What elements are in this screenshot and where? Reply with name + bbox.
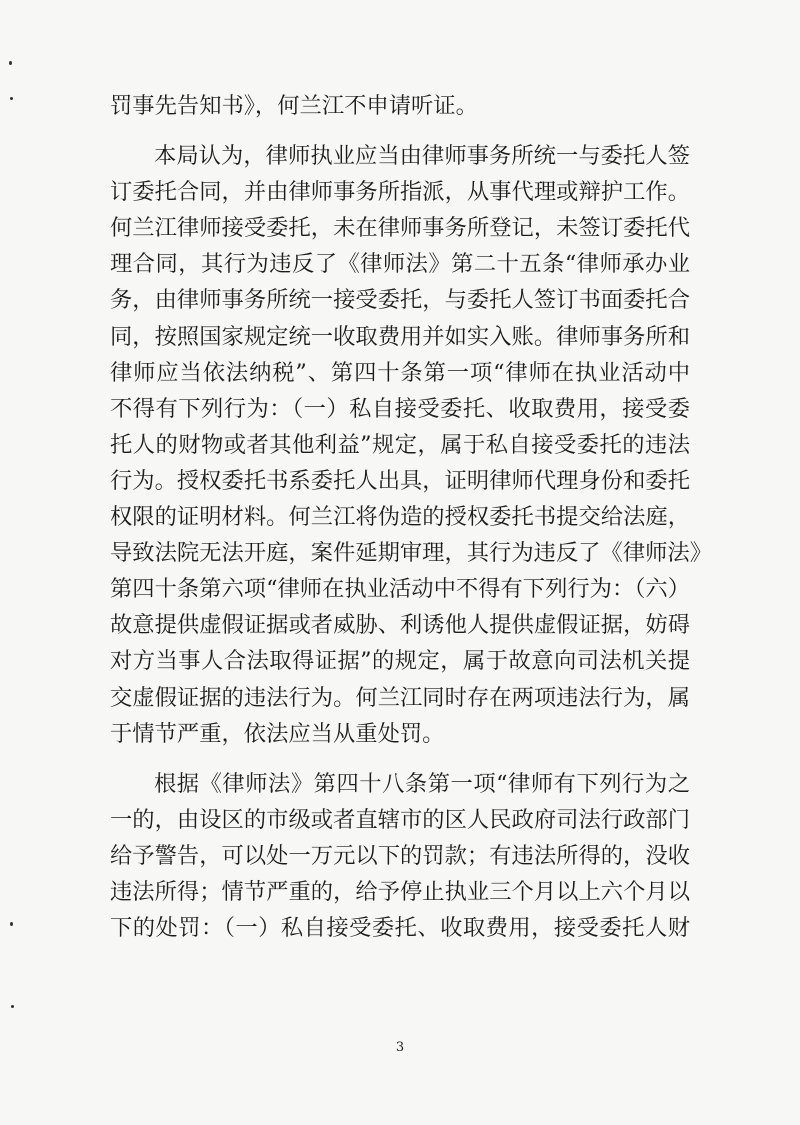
text-line: 何兰江律师接受委托，未在律师事务所登记，未签订委托代 bbox=[110, 215, 690, 242]
scan-speck bbox=[11, 1005, 14, 1008]
paragraph-intro bbox=[110, 88, 690, 124]
text-line: 导致法院无法开庭，案件延期审理，其行为违反了《律师法》 bbox=[110, 540, 713, 567]
text-line: 给予警告，可以处一万元以下的罚款；有违法所得的，没收 bbox=[110, 842, 690, 869]
scan-speck bbox=[10, 922, 13, 926]
text-line: 理合同，其行为违反了《律师法》第二十五条“律师承办业 bbox=[110, 251, 690, 278]
text-line: 不得有下列行为：（一）私自接受委托、收取费用，接受委 bbox=[110, 395, 690, 422]
text-line: 于情节严重，依法应当从重处罚。 bbox=[110, 720, 445, 747]
text-line: 对方当事人合法取得证据”的规定，属于故意向司法机关提 bbox=[110, 648, 690, 675]
scan-speck bbox=[10, 97, 13, 100]
text-line: 一的，由设区的市级或者直辖市的区人民政府司法行政部门 bbox=[110, 806, 690, 833]
document-body bbox=[110, 88, 713, 946]
text-line: 务，由律师事务所统一接受委托，与委托人签订书面委托合 bbox=[110, 287, 690, 314]
text-line: 第四十条第六项“律师在执业活动中不得有下列行为：（六） bbox=[110, 576, 690, 603]
text-line: 同，按照国家规定统一收取费用并如实入账。律师事务所和 bbox=[110, 323, 690, 350]
text-line: 订委托合同，并由律师事务所指派，从事代理或辩护工作。 bbox=[110, 179, 690, 206]
paragraph-analysis bbox=[110, 138, 713, 752]
page-number: 3 bbox=[395, 1040, 405, 1055]
paragraph-basis bbox=[110, 766, 690, 946]
text-line: 本局认为，律师执业应当由律师事务所统一与委托人签 bbox=[154, 143, 690, 170]
text-line: 下的处罚：（一）私自接受委托、收取费用，接受委托人财 bbox=[110, 915, 690, 942]
text-line: 根据《律师法》第四十八条第一项“律师有下列行为之 bbox=[154, 770, 690, 797]
text-line: 托人的财物或者其他利益”规定，属于私自接受委托的违法 bbox=[110, 431, 690, 458]
text-line: 律师应当依法纳税”、第四十条第一项“律师在执业活动中 bbox=[110, 359, 690, 386]
text-line: 行为。授权委托书系委托人出具，证明律师代理身份和委托 bbox=[110, 467, 690, 494]
text-line: 罚事先告知书》，何兰江不申请听证。 bbox=[110, 93, 478, 119]
text-line: 权限的证明材料。何兰江将伪造的授权委托书提交给法庭， bbox=[110, 504, 690, 531]
text-line: 故意提供虚假证据或者威胁、利诱他人提供虚假证据，妨碍 bbox=[110, 612, 690, 639]
text-line: 交虚假证据的违法行为。何兰江同时存在两项违法行为，属 bbox=[110, 684, 690, 711]
text-line: 违法所得；情节严重的，给予停止执业三个月以上六个月以 bbox=[110, 878, 690, 905]
scan-speck bbox=[9, 61, 12, 65]
